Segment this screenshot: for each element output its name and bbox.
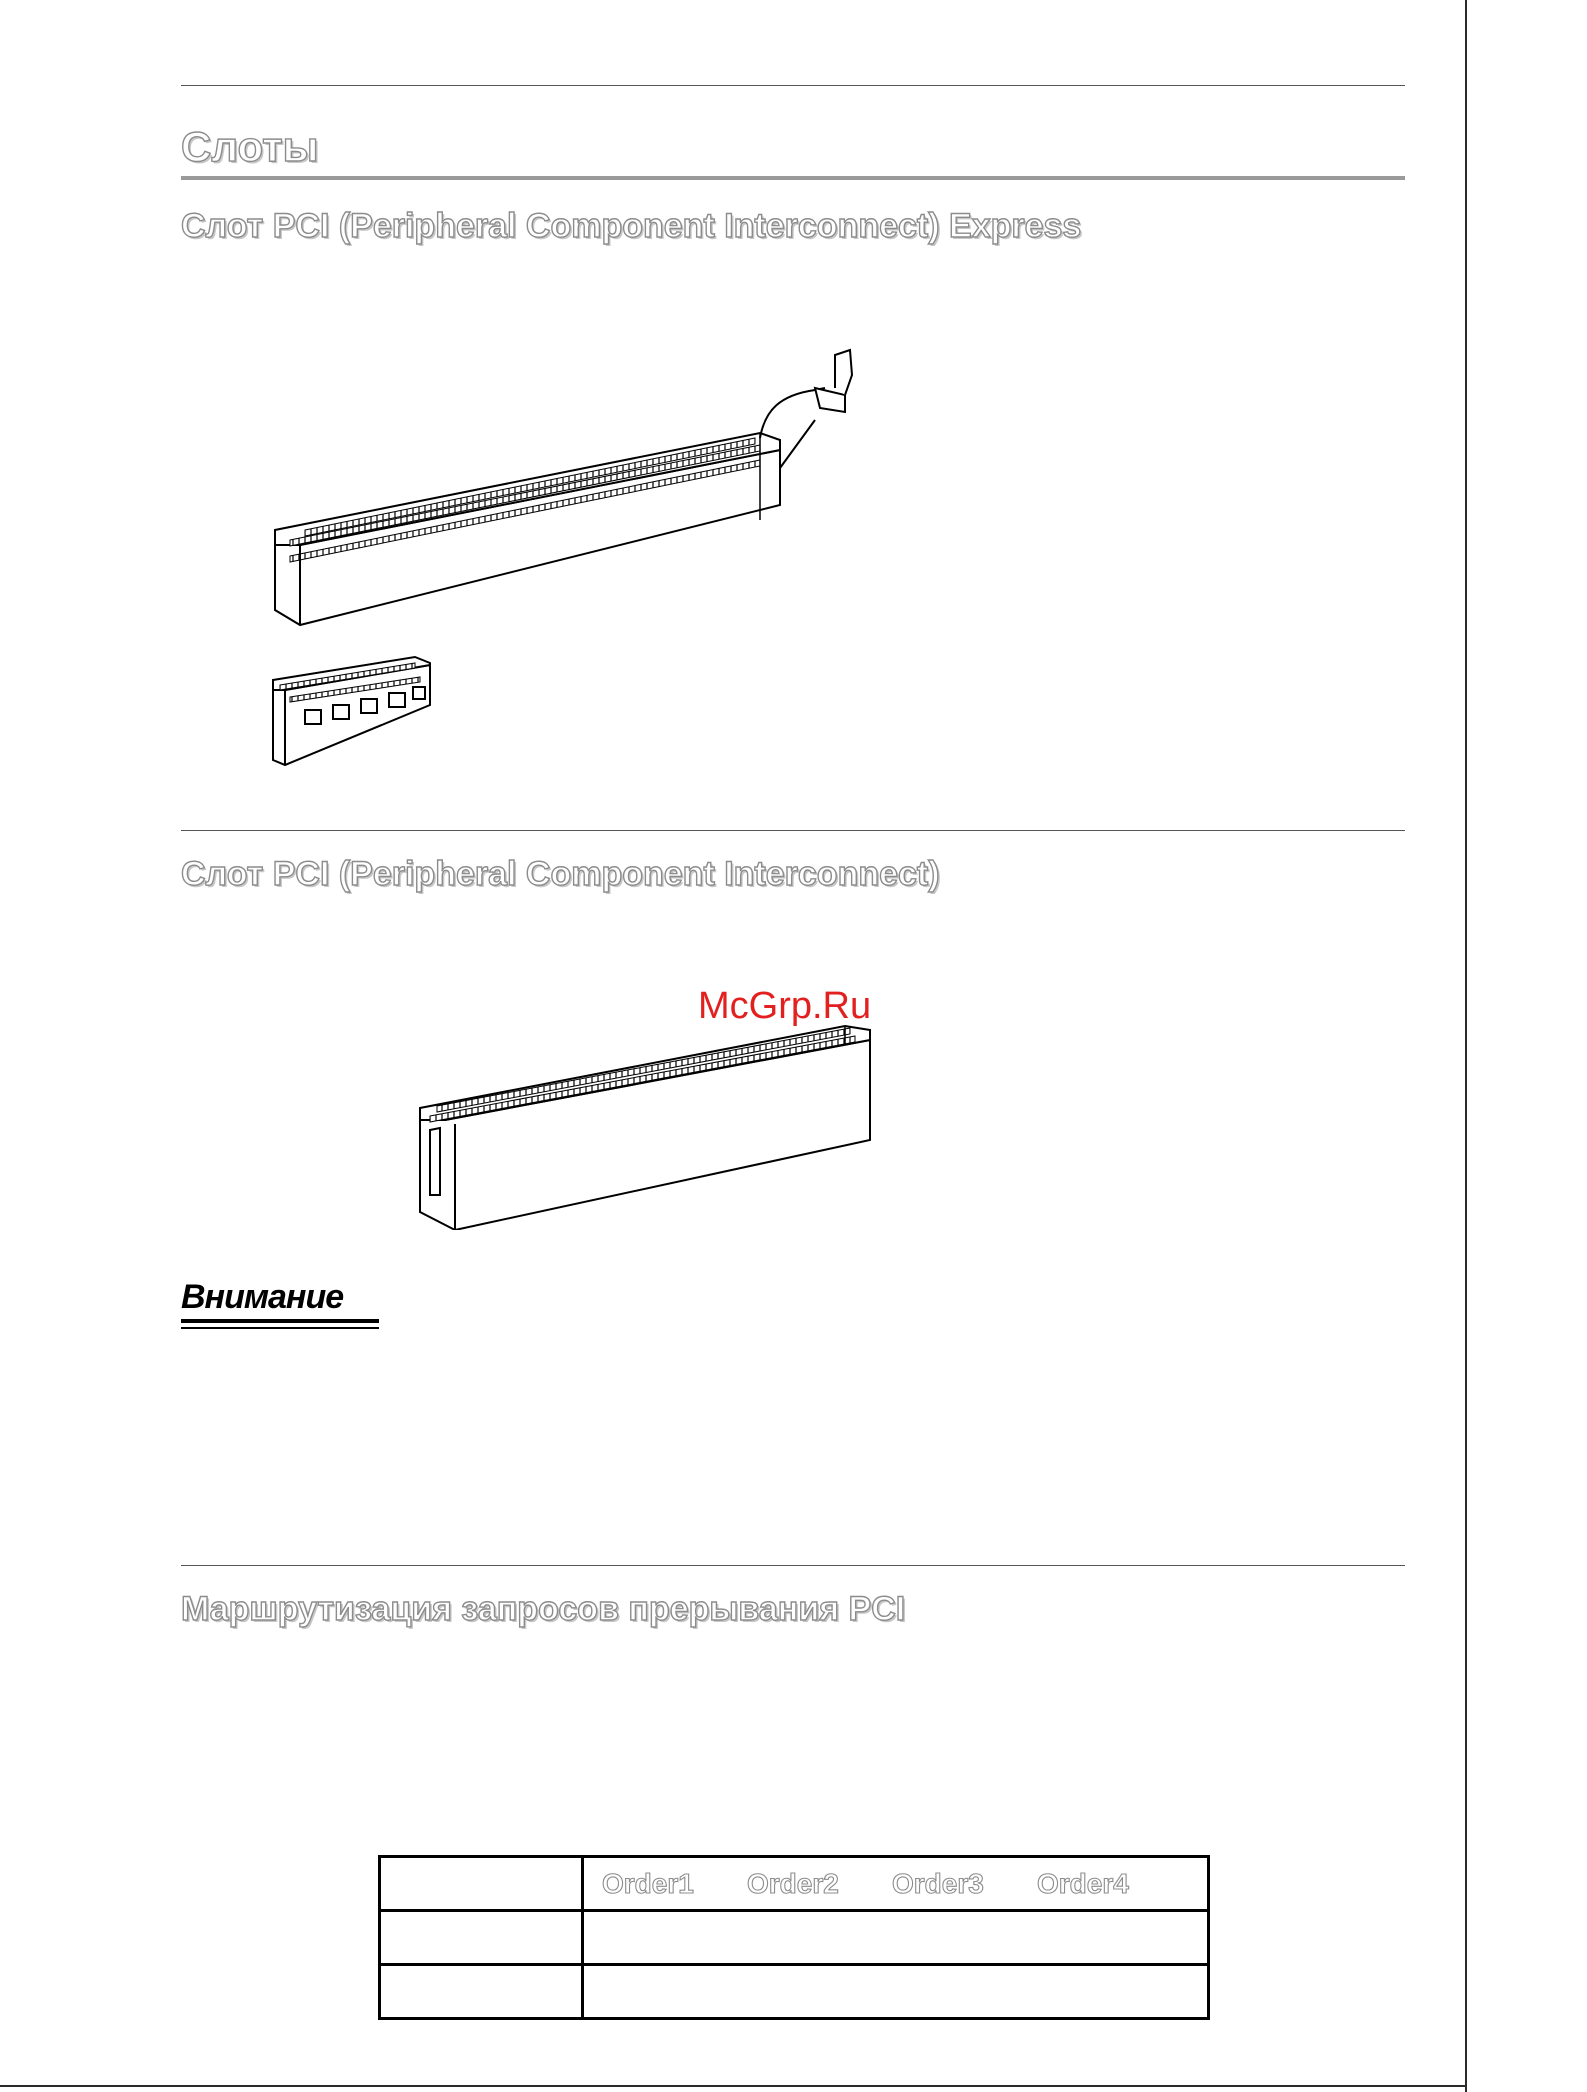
pcie-slot-heading: Слот PCI (Peripheral Component Interconnect) Express (181, 207, 1082, 245)
section-title-rule (181, 176, 1405, 180)
top-rule (181, 85, 1405, 86)
page-border-right (1465, 0, 1467, 2092)
order3-header: Order3 (892, 1867, 984, 1899)
pci-slot-heading: Слот PCI (Peripheral Component Interconnect) (181, 855, 940, 893)
order4-header: Order4 (1037, 1867, 1129, 1899)
order2-header: Order2 (747, 1867, 839, 1899)
page-border-bottom (0, 2085, 1467, 2087)
irq-routing-heading: Маршрутизация запросов прерывания PCI (181, 1590, 906, 1628)
table-cell (583, 1911, 1209, 1965)
table-header-cell (380, 1857, 583, 1911)
pci-slot-illustration (415, 1020, 875, 1230)
table-cell (583, 1965, 1209, 2019)
watermark: McGrp.Ru (698, 985, 872, 1027)
caution-label: Внимание (181, 1278, 344, 1316)
table-header-orders (583, 1857, 1209, 1911)
pcie-x16-slot-illustration (260, 320, 900, 640)
table-row (380, 1911, 1209, 1965)
irq-routing-table (378, 1855, 1210, 2020)
irq-section-rule (181, 1565, 1405, 1566)
caution-underline-secondary (181, 1327, 379, 1329)
caution-underline (181, 1319, 379, 1323)
order1-header: Order1 (602, 1867, 694, 1899)
section-title: Слоты (181, 123, 319, 170)
pcie-x1-slot-illustration (265, 655, 445, 770)
table-row (380, 1965, 1209, 2019)
table-header-row (380, 1857, 1209, 1911)
table-cell (380, 1965, 583, 2019)
pci-section-rule (181, 830, 1405, 831)
table-cell (380, 1911, 583, 1965)
